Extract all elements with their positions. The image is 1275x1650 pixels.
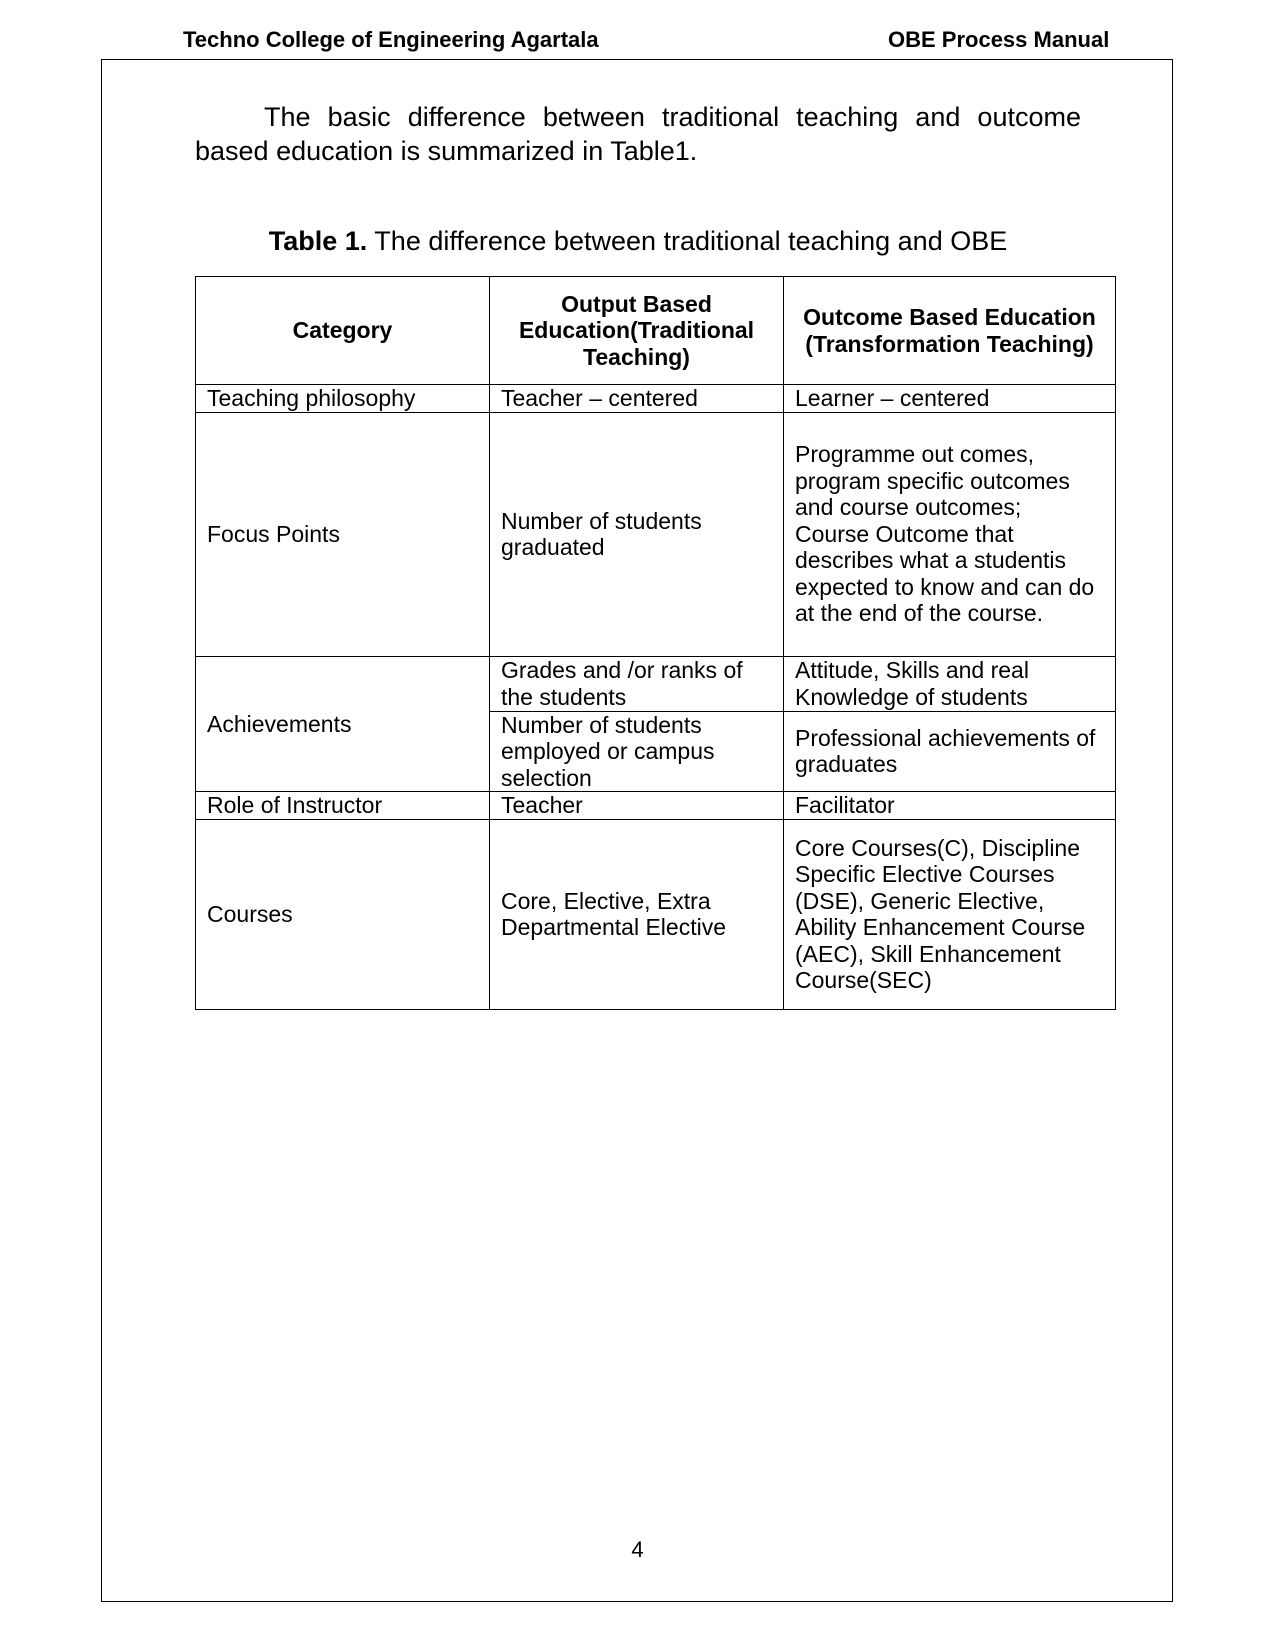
cell-traditional: Core, Elective, Extra Departmental Elective [490, 819, 784, 1009]
table-caption-text: The difference between traditional teaching and OBE [367, 226, 1008, 256]
table-caption [195, 224, 1081, 258]
cell-obe [784, 412, 1116, 656]
cell-obe-line-1: Programme out comes, program specific outcomes and course outcomes; [795, 441, 1070, 521]
intro-line-2: based education is summarized in Table1. [195, 136, 698, 166]
cell-obe-line-2: Course Outcome that describes what a studentis expected to know and can do at the end of the course. [795, 520, 1095, 627]
cell-obe: Facilitator [784, 792, 1116, 820]
cell-traditional: Teacher – centered [490, 385, 784, 413]
cell-obe: Learner – centered [784, 385, 1116, 413]
table-row [196, 656, 1116, 711]
table-row [196, 385, 1116, 413]
table-header-row [196, 277, 1116, 385]
header-institution: Techno College of Engineering Agartala [183, 27, 599, 52]
cell-category: Courses [196, 819, 490, 1009]
intro-line-1: The basic difference between traditional teaching and outcome [264, 102, 1081, 132]
cell-traditional: Teacher [490, 792, 784, 820]
cell-category: Achievements [196, 656, 490, 792]
cell-category: Focus Points [196, 412, 490, 656]
table-caption-label: Table 1. [268, 226, 368, 256]
intro-paragraph [195, 100, 1081, 168]
cell-traditional: Number of students graduated [490, 412, 784, 656]
cell-obe: Professional achievements of graduates [784, 711, 1116, 792]
cell-category: Teaching philosophy [196, 385, 490, 413]
header-output-based: Output Based Education(Traditional Teaching) [490, 277, 784, 385]
comparison-table [195, 276, 1116, 1010]
header-outcome-based: Outcome Based Education (Transformation Teaching) [784, 277, 1116, 385]
cell-traditional: Grades and /or ranks of the students [490, 656, 784, 711]
page-number: 4 [631, 1537, 644, 1562]
header-manual-title: OBE Process Manual [888, 27, 1110, 52]
cell-category: Role of Instructor [196, 792, 490, 820]
table-row [196, 819, 1116, 1009]
cell-obe: Core Courses(C), Discipline Specific Elective Courses (DSE), Generic Elective, Ability Enhancement Course (AEC), Skill Enhancement Course(SEC) [784, 819, 1116, 1009]
table-row [196, 412, 1116, 656]
cell-traditional: Number of students employed or campus selection [490, 711, 784, 792]
cell-obe: Attitude, Skills and real Knowledge of students [784, 656, 1116, 711]
header-category: Category [196, 277, 490, 385]
table-row [196, 792, 1116, 820]
